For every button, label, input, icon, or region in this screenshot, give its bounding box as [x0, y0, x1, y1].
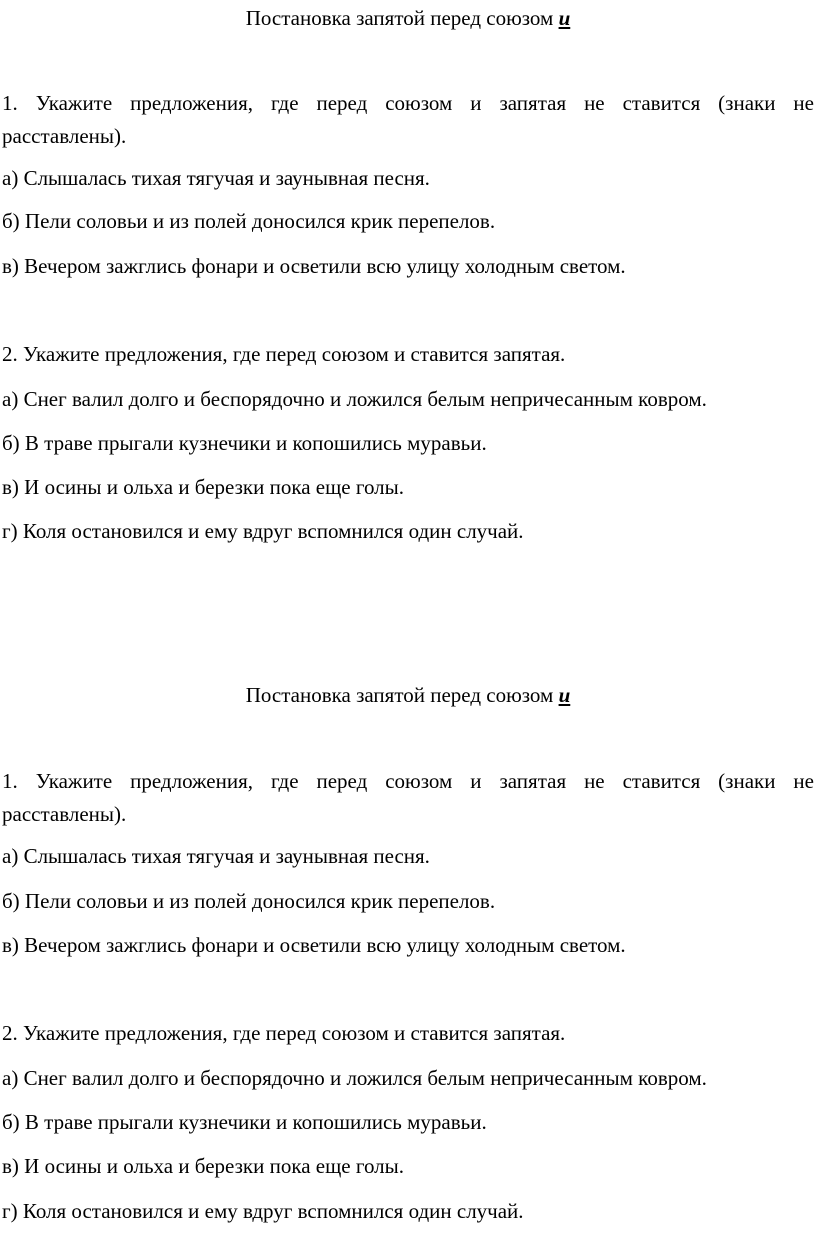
- question-1: [2, 87, 814, 153]
- question-2-option-b: б) В траве прыгали кузнечики и копошились муравьи.: [2, 431, 487, 455]
- question-2-option-a: а) Снег валил долго и беспорядочно и ложился белым непричесанным ковром.: [2, 387, 707, 411]
- section-title-text: Постановка запятой перед союзом: [245, 6, 554, 30]
- section-title: [0, 680, 816, 710]
- question-2-option-a: а) Снег валил долго и беспорядочно и ложился белым непричесанным ковром.: [2, 1066, 707, 1090]
- question-2-option-d: г) Коля остановился и ему вдруг вспомнился один случай.: [2, 1199, 524, 1223]
- question-1-line-1: 1. Укажите предложения, где перед союзом и запятая не ставится (знаки не: [2, 769, 814, 793]
- question-2-option-c: в) И осины и ольха и березки пока еще голы.: [2, 475, 405, 499]
- section-title-conjunction: и: [558, 683, 571, 707]
- question-1-option-b: б) Пели соловьи и из полей доносился крик перепелов.: [2, 209, 496, 233]
- question-1-option-b: б) Пели соловьи и из полей доносился крик перепелов.: [2, 889, 496, 913]
- question-1-option-c: в) Вечером зажглись фонари и осветили всю улицу холодным светом.: [2, 254, 626, 278]
- question-2-option-d: г) Коля остановился и ему вдруг вспомнился один случай.: [2, 519, 524, 543]
- question-2: 2. Укажите предложения, где перед союзом и ставится запятая.: [2, 1021, 566, 1045]
- question-1-line-2: расставлены).: [2, 802, 127, 826]
- question-1-line-2: расставлены).: [2, 124, 127, 148]
- question-2-option-c: в) И осины и ольха и березки пока еще голы.: [2, 1154, 405, 1178]
- section-title-conjunction: и: [558, 6, 571, 30]
- question-1-option-c: в) Вечером зажглись фонари и осветили всю улицу холодным светом.: [2, 933, 626, 957]
- question-1-option-a: а) Слышалась тихая тягучая и заунывная песня.: [2, 166, 430, 190]
- question-1-option-a: а) Слышалась тихая тягучая и заунывная песня.: [2, 844, 430, 868]
- question-2: 2. Укажите предложения, где перед союзом и ставится запятая.: [2, 342, 566, 366]
- question-2-option-b: б) В траве прыгали кузнечики и копошились муравьи.: [2, 1110, 487, 1134]
- question-1-line-1: 1. Укажите предложения, где перед союзом и запятая не ставится (знаки не: [2, 91, 814, 115]
- question-1: [2, 765, 814, 831]
- section-title: [0, 3, 816, 33]
- section-title-text: Постановка запятой перед союзом: [245, 683, 554, 707]
